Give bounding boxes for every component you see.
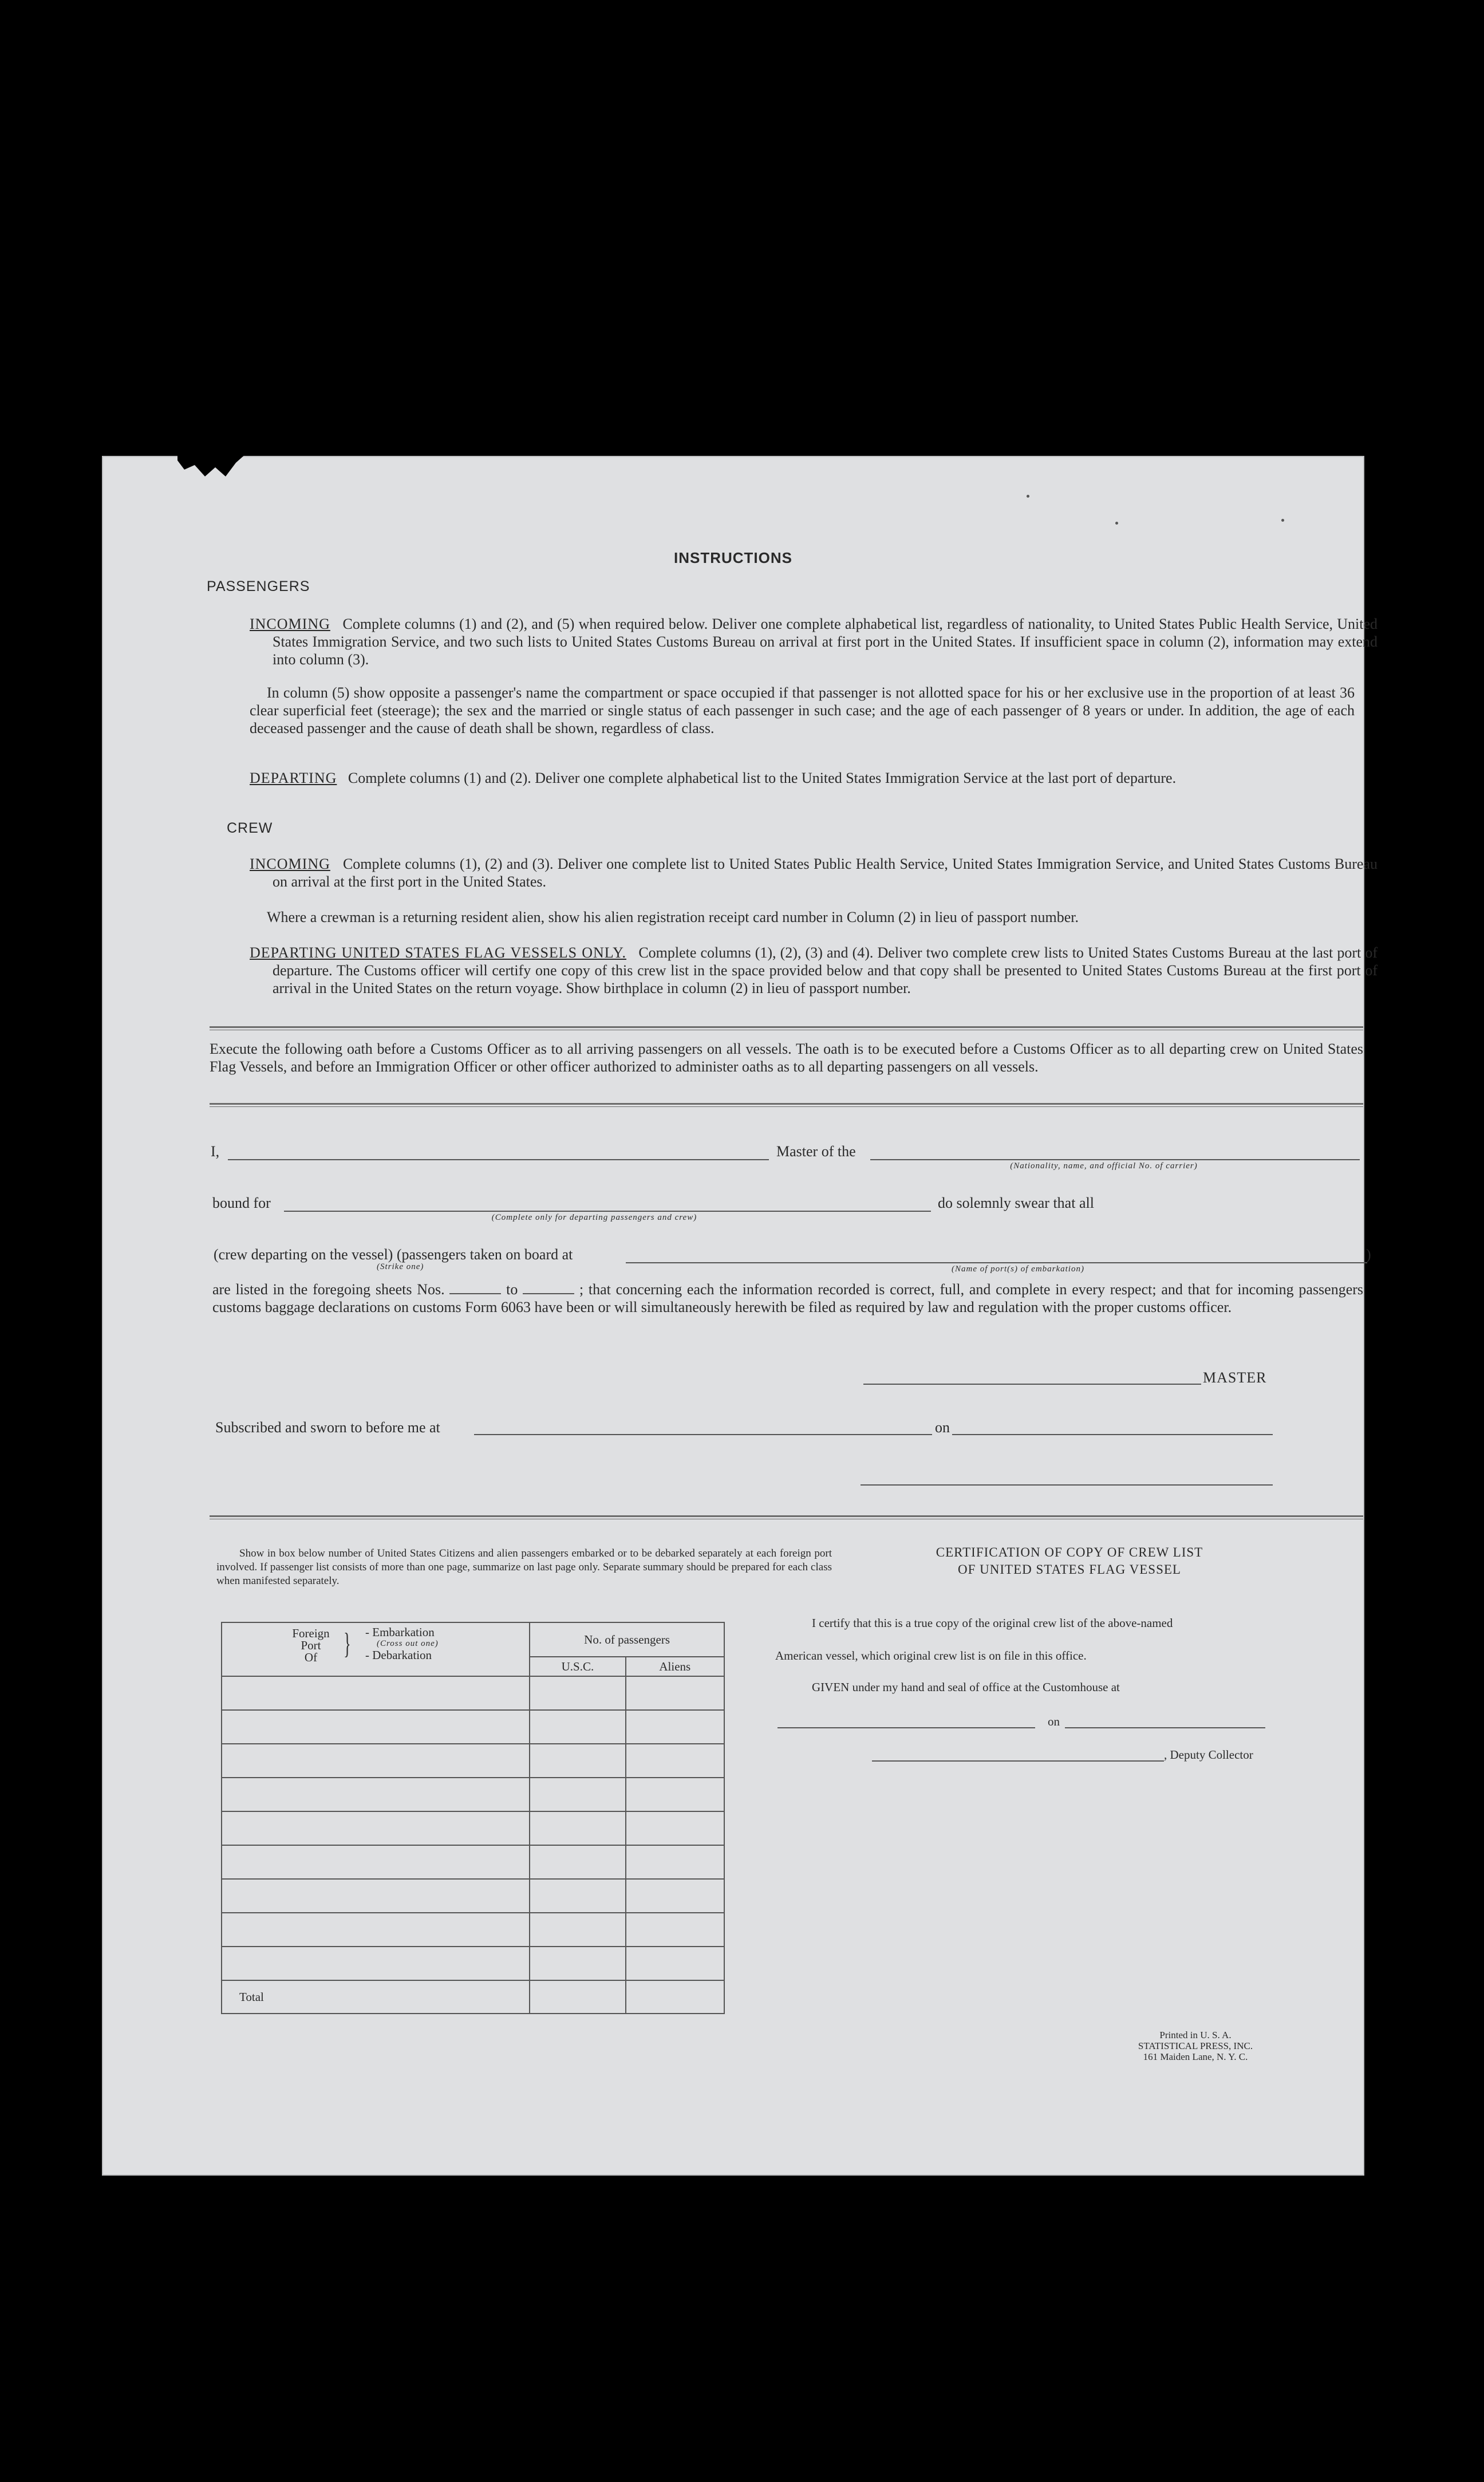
usc-cell[interactable] — [530, 1778, 625, 1811]
speck-mark — [1115, 522, 1118, 525]
port-cell[interactable] — [222, 1811, 530, 1845]
bound-caption: (Complete only for departing passengers and crew) — [491, 1213, 697, 1222]
of-label: Of — [304, 1650, 318, 1664]
given-line: GIVEN under my hand and seal of office at the Customhouse at — [812, 1680, 1120, 1694]
port-cell[interactable] — [222, 1947, 530, 1980]
total-label: Total — [222, 1980, 530, 2014]
port-cell[interactable] — [222, 1676, 530, 1710]
aliens-cell[interactable] — [626, 1710, 724, 1744]
departing-lead: DEPARTING — [250, 770, 337, 786]
incoming-text: Complete columns (1) and (2), and (5) when required below. Deliver one complete alphabetical list, regardless of nationality, to United States Public Health Service, United States Immigration Service, and two such lists to United States Customs Bureau on arrival at first port in the United States. If insufficient space in column (2), information may extend into column (3). — [273, 616, 1378, 668]
embarkation-label: - Embarkation — [365, 1625, 435, 1639]
no-of-passengers-header: No. of passengers — [530, 1622, 724, 1657]
master-name-field[interactable] — [228, 1159, 769, 1160]
officer-signature-field[interactable] — [861, 1484, 1273, 1486]
usc-cell[interactable] — [530, 1845, 625, 1879]
carrier-field[interactable] — [870, 1159, 1360, 1160]
aliens-cell[interactable] — [626, 1845, 724, 1879]
certification-title — [789, 1544, 1350, 1578]
departing-text: Complete columns (1) and (2). Deliver one complete alphabetical list to the United States Immigration Service at the last port of departure. — [348, 770, 1177, 786]
total-row — [222, 1980, 724, 2014]
usc-cell[interactable] — [530, 1811, 625, 1845]
table-row — [222, 1676, 724, 1710]
subscribed-date-field[interactable] — [952, 1434, 1273, 1435]
rule-divider-2 — [210, 1103, 1363, 1107]
rule-divider-1 — [210, 1026, 1363, 1030]
listed-to: to — [506, 1281, 518, 1298]
cross-out-caption: (Cross out one) — [377, 1639, 439, 1648]
port-cell[interactable] — [222, 1744, 530, 1778]
master-label: MASTER — [1203, 1369, 1267, 1386]
listed-text-b: ; that concerning each the information recorded is correct, full, and complete in every respect; and that for incoming passengers customs baggage declarations on customs Form 6063 have been or will simultaneously herewith be filed as required by law and regulation with the proper customs officer. — [212, 1281, 1364, 1315]
crew-departing-label: (crew departing on the vessel) (passengers taken on board at — [214, 1246, 573, 1263]
subscribed-label: Subscribed and sworn to before me at — [215, 1419, 440, 1436]
master-signature-field[interactable] — [863, 1384, 1201, 1385]
usc-cell[interactable] — [530, 1913, 625, 1947]
usc-cell[interactable] — [530, 1879, 625, 1913]
swear-label: do solemnly swear that all — [938, 1195, 1094, 1211]
table-row — [222, 1710, 724, 1744]
aliens-cell[interactable] — [626, 1913, 724, 1947]
usc-cell[interactable] — [530, 1676, 625, 1710]
crew-incoming-paragraph — [250, 855, 1378, 891]
customhouse-field[interactable] — [777, 1727, 1035, 1728]
master-of-label: Master of the — [776, 1143, 856, 1160]
passenger-summary-table — [221, 1622, 725, 2014]
listed-text-a: are listed in the foregoing sheets Nos. — [212, 1281, 445, 1298]
aliens-cell[interactable] — [626, 1676, 724, 1710]
crew-heading: CREW — [227, 820, 273, 836]
speck-mark — [1281, 519, 1284, 522]
usc-cell[interactable] — [530, 1947, 625, 1980]
passengers-heading: PASSENGERS — [207, 578, 310, 594]
usc-header: U.S.C. — [530, 1657, 625, 1676]
bound-for-field[interactable] — [284, 1211, 931, 1212]
aliens-cell[interactable] — [626, 1744, 724, 1778]
flag-vessels-lead: DEPARTING UNITED STATES FLAG VESSELS ONLY. — [250, 944, 626, 961]
foreign-label: Foreign — [292, 1626, 330, 1640]
debarkation-label: - Debarkation — [365, 1648, 432, 1662]
certification-date-field[interactable] — [1065, 1727, 1265, 1728]
deputy-collector-label: , Deputy Collector — [1164, 1748, 1253, 1762]
strike-caption: (Strike one) — [377, 1262, 424, 1271]
port-cell[interactable] — [222, 1778, 530, 1811]
passengers-departing-paragraph — [250, 769, 1378, 787]
brace-icon: } — [344, 1628, 351, 1660]
certification-title-line2: OF UNITED STATES FLAG VESSEL — [958, 1562, 1181, 1577]
flag-vessels-text: Complete columns (1), (2), (3) and (4). Deliver two complete crew lists to United States Customs Bureau at the last port of departure. The Customs officer will certify one copy of this crew list in the space provided below and that copy shall be presented to United States Customs Bureau at the first port of arrival in the United States on the return voyage. Show birthplace in column (2) in lieu of passport number. — [273, 944, 1378, 996]
port-cell[interactable] — [222, 1913, 530, 1947]
certify-line1: I certify that this is a true copy of the original crew list of the above-named — [812, 1616, 1173, 1630]
port-label: Port — [301, 1638, 321, 1652]
crew-incoming-lead: INCOMING — [250, 856, 330, 872]
rule-divider-3 — [210, 1515, 1363, 1519]
port-cell[interactable] — [222, 1710, 530, 1744]
oath-execute-paragraph: Execute the following oath before a Customs Officer as to all arriving passengers on all vessels. The oath is to be executed before a Customs Officer as to all departing crew on United States Flag Vessels, and before an Immigration Officer or other officer authorized to administer oaths as to all departing passengers on all vessels. — [210, 1041, 1363, 1075]
crew-incoming-text: Complete columns (1), (2) and (3). Deliver one complete list to United States Public Health Service, United States Immigration Service, and United States Customs Bureau on arrival at the first port in the United States. — [273, 856, 1378, 890]
table-row — [222, 1947, 724, 1980]
aliens-cell[interactable] — [626, 1947, 724, 1980]
sheet-to-field[interactable] — [523, 1283, 574, 1294]
column5-paragraph: In column (5) show opposite a passenger's name the compartment or space occupied if that passenger is not allotted space for his or her exclusive use in the proportion of at least 36 clear superficial feet (steerage); the sex and the married or single status of each passenger in such case; and the age of each passenger of 8 years or under. In addition, the age of each deceased passenger and the cause of death shall be shown, regardless of class. — [250, 684, 1355, 736]
usc-cell[interactable] — [530, 1744, 625, 1778]
printed-in: Printed in U. S. A. — [1159, 2030, 1232, 2040]
close-paren: ) — [1366, 1246, 1371, 1263]
aliens-header: Aliens — [626, 1657, 724, 1676]
certification-on-label: on — [1048, 1715, 1060, 1728]
table-row — [222, 1778, 724, 1811]
aliens-cell[interactable] — [626, 1811, 724, 1845]
port-cell[interactable] — [222, 1879, 530, 1913]
flag-vessels-paragraph — [250, 944, 1378, 997]
printer-imprint — [1098, 2030, 1293, 2062]
bound-for-label: bound for — [212, 1195, 271, 1211]
ports-caption: (Name of port(s) of embarkation) — [952, 1264, 1084, 1274]
total-usc-cell[interactable] — [530, 1980, 625, 2014]
oath-i-label: I, — [211, 1143, 220, 1160]
crewman-paragraph: Where a crewman is a returning resident alien, show his alien registration receipt card number in Column (2) in lieu of passport number. — [267, 909, 1079, 925]
port-header-cell — [222, 1622, 530, 1676]
printer-address: 161 Maiden Lane, N. Y. C. — [1143, 2051, 1248, 2062]
document-sheet — [102, 456, 1378, 2176]
deputy-signature-field[interactable] — [872, 1760, 1164, 1762]
instructions-title: INSTRUCTIONS — [674, 549, 792, 566]
certify-line2: American vessel, which original crew list is on file in this office. — [775, 1649, 1087, 1662]
printer-name: STATISTICAL PRESS, INC. — [1138, 2040, 1253, 2051]
ports-field[interactable] — [626, 1262, 1367, 1263]
usc-cell[interactable] — [530, 1710, 625, 1744]
certification-title-line1: CERTIFICATION OF COPY OF CREW LIST — [936, 1545, 1203, 1559]
aliens-cell[interactable] — [626, 1778, 724, 1811]
table-row — [222, 1744, 724, 1778]
table-row — [222, 1811, 724, 1845]
listed-paragraph — [212, 1281, 1363, 1316]
carrier-caption: (Nationality, name, and official No. of carrier) — [1010, 1161, 1198, 1171]
table-row — [222, 1879, 724, 1913]
port-cell[interactable] — [222, 1845, 530, 1879]
table-row — [222, 1845, 724, 1879]
table-row — [222, 1913, 724, 1947]
subscribed-place-field[interactable] — [474, 1434, 932, 1435]
aliens-cell[interactable] — [626, 1879, 724, 1913]
summary-intro: Show in box below number of United States Citizens and alien passengers embarked or to be debarked separately at each foreign port involved. If passenger list consists of more than one page, summarize on last page only. Separate summary should be prepared for each class when manifested separately. — [216, 1547, 832, 1587]
sheet-from-field[interactable] — [449, 1283, 501, 1294]
speck-mark — [1027, 495, 1029, 498]
passengers-incoming-paragraph — [250, 615, 1378, 668]
total-aliens-cell[interactable] — [626, 1980, 724, 2014]
subscribed-on-label: on — [935, 1419, 950, 1436]
incoming-lead: INCOMING — [250, 616, 330, 632]
